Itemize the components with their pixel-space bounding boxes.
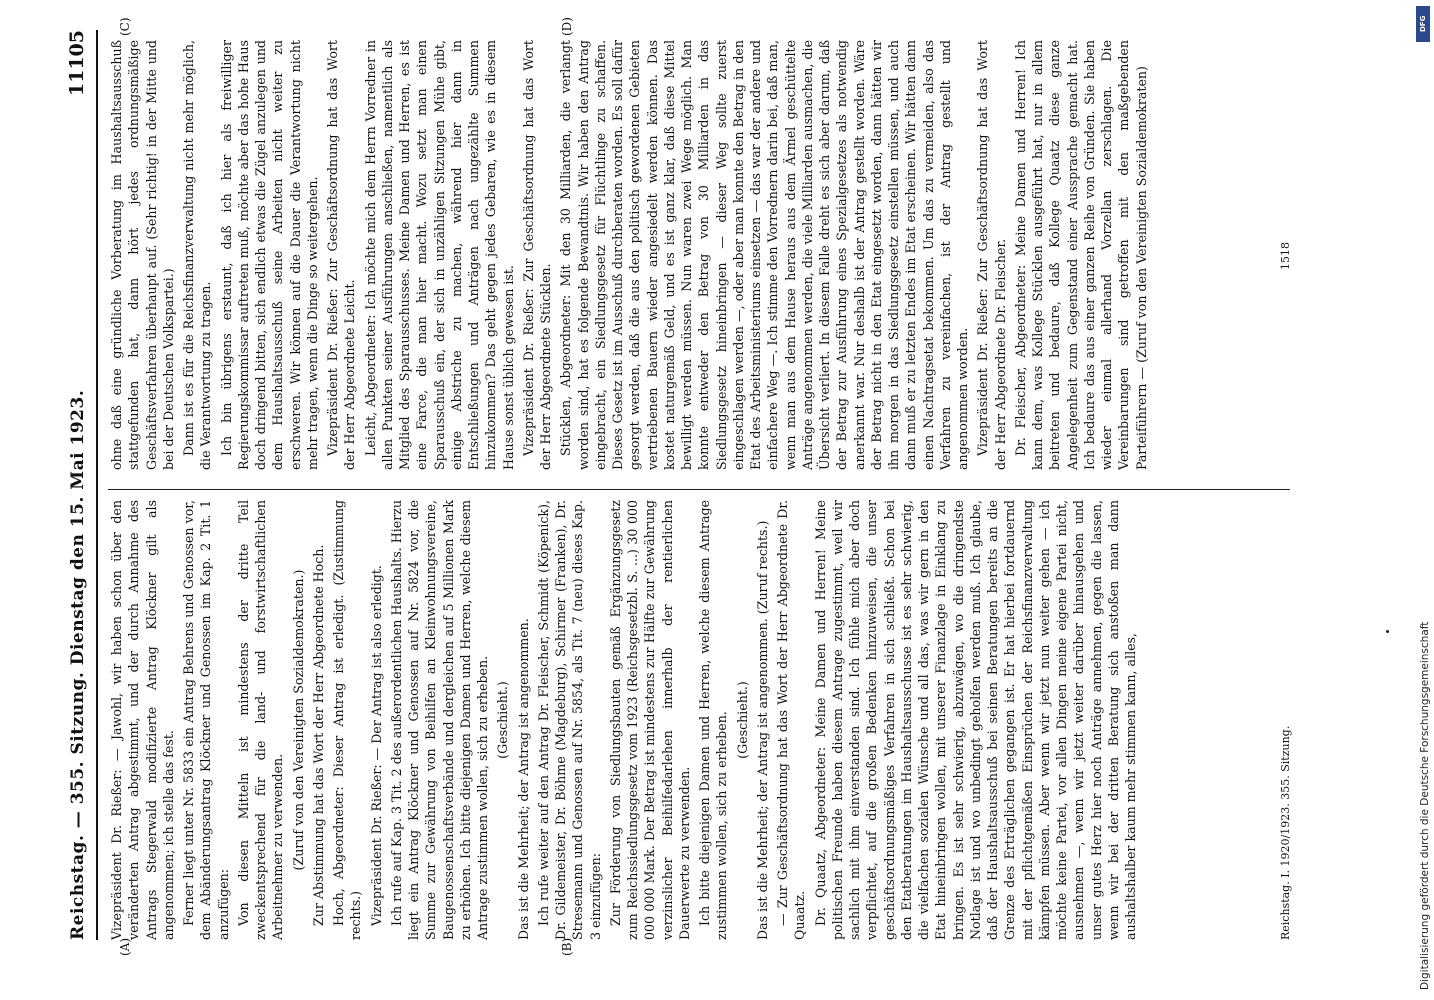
paragraph: Stücklen, Abgeordneter: Mit den 30 Milliarden, die verlangt worden sind, hat es folgende Bewandtnis. Wir haben den Antrag eingebracht, ein Siedlungsgesetz für Flüchtlinge zu schaffen. Dieses Gesetz ist im Ausschuß durchberaten worden. Es soll dafür gesorgt werden, daß die aus den politisch gewordenen Gebieten vertriebenen Bauern wieder angesiedelt werden können. Das kostet naturgemäß Geld, und es ist ganz klar, daß diese Mittel bewilligt werden müssen. Nun waren zwei Wege möglich. Man konnte entweder den Betrag von 30 Milliarden in das Siedlungsgesetz hineinbringen — dieser Weg sollte zuerst eingeschlagen werden —, oder aber man konnte den Betrag in den Etat des Arbeitsministeriums einsetzen — das war der andere und einfachere Weg —. Ich stimme den Vorrednern darin bei, daß man, wenn man aus dem Hause heraus aus dem Ärmel geschüttelte Anträge angenommen werden, die viele Milliarden ausmachen, die Übersicht verliert. In diesem Falle dreht es sich aber darum, daß der Betrag zur Ausführung eines Spezialgesetzes als notwendig anerkannt war. Nur deshalb ist der Antrag gestellt worden. Wäre der Betrag nicht in den Etat eingesetzt worden, dann hätten wir ihn morgen in das Siedlungsgesetz einstellen müssen, und auch dann muß er zu letzten Endes im Etat erscheinen. Wir hätten dann einen Nachtragsetat bekommen. Um das zu vermeiden, also das Verfahren zu vereinfachen, ist der Antrag gestellt und angenommen worden.	[558, 40, 970, 470]
paragraph: — Zur Geschäftsordnung hat das Wort der Herr Abgeordnete Dr. Quaatz.	[775, 500, 808, 940]
margin-mark-d: (D)	[560, 17, 574, 36]
rotated-page	[0, 17, 1390, 960]
paragraph: ohne daß eine gründliche Vorberatung im Haushaltsausschuß stattgefunden hat, dann hört jedes ordnungsmäßige Geschäftsverfahren überhaupt auf. (Sehr richtig! in der Mitte und bei der Deutschen Volkspartei.)	[109, 40, 176, 470]
right-column	[108, 40, 1153, 470]
paragraph: Vizepräsident Dr. Rießer: Zur Geschäftsordnung hat das Wort der Herr Abgeordnete Dr. Fleischer.	[975, 40, 1008, 470]
paragraph: Vizepräsident Dr. Rießer: Zur Geschäftsordnung hat das Wort der Herr Abgeordnete Stücklen.	[520, 40, 553, 470]
header-title: Reichstag. — 355. Sitzung. Dienstag den 15. Mai 1923.	[68, 389, 88, 940]
page-number: 11105	[66, 30, 88, 97]
paragraph: Vizepräsident Dr. Rießer: — Jawohl, wir haben schon über den veränderten Antrag abgestimmt, und der durch Annahme des Antrags Stegerwald modifizierte Antrag Klöckner gilt als angenommen; ich stelle das fest.	[109, 500, 176, 940]
paragraph: Ich rufe auf Kap. 3 Tit. 2 des außerordentlichen Haushalts. Hierzu liegt ein Antrag Klöckner und Genossen auf Nr. 5824 vor, die Summe zur Gewährung von Beihilfen an Kleinwohnungsvereine, Baugenossenschaftsverbände und dergleichen auf 5 Millionen Mark zu erhöhen. Ich bitte diejenigen Damen und Herren, welche diesem Antrage zustimmen wollen, sich zu erheben.	[388, 500, 490, 940]
left-column	[108, 500, 1142, 940]
paragraph: Dr. Quaatz, Abgeordneter: Meine Damen und Herren! Meine politischen Freunde haben diesem Antrage zugestimmt, weil wir sachlich mit ihm einverstanden sind. Ich fühle mich aber doch verpflichtet, auf die großen Bedenken hinzuweisen, die unser geschäftsordnungsmäßiges Verfahren in sich schließt. Schon bei den Etatberatungen im Haushaltsausschusse ist es sehr schwierig, die vielfachen sozialen Wünsche und all das, was wir gern in den Etat hineinbringen wollen, mit unserer Finanzlage in Einklang zu bringen. Es ist sehr schwierig, abzuwägen, wo die dringendste Notlage ist und wo unbedingt geholfen werden muß. Ich glaube, daß der Haushaltsausschuß bei seinen Beratungen bereits an die Grenze des Erträglichen gegangen ist. Er hat hierbei fortdauernd mit der pflichtgemäßen Einsprüchen der Reichsfinanzverwaltung kämpfen müssen. Aber wenn wir jetzt nun weiter gehen — ich möchte keine Partei, vor allen Dingen meine eigene Partei nicht, ausnehmen —, wenn wir jetzt weiter darüber hinausgehen und unser gutes Herz hier noch Anträge annehmen, gegen die lassen, wenn wir bei der dritten Beratung sich anstoßen man dann aushaltshalber kaum mehr stimmen kann, alles,	[812, 500, 1138, 940]
margin-mark-c: (C)	[118, 17, 132, 36]
interjection: (Geschieht.)	[495, 681, 511, 759]
interjection: (Geschieht.)	[734, 681, 750, 759]
paragraph: Dann ist es für die Reichsfinanzverwaltung nicht mehr möglich, die Verantwortung zu tragen.	[181, 40, 214, 470]
paragraph: Leicht, Abgeordneter: Ich möchte mich dem Herrn Vorredner in allen Punkten seiner Ausführungen anschließen, namentlich als Mitglied des Sparausschusses. Meine Damen und Herren, es ist eine Farce, die man hier macht. Wozu setzt man einen Sparausschuß ein, der sich in unzähligen Sitzungen Mühe gibt, einige Abstriche zu machen, während hier dann in Entschließungen und Anträgen nach ungezählte Summen hinzukommen? Das geht gegen jedes Gebaren, wie es in diesem Hause sonst üblich gewesen ist.	[362, 40, 516, 470]
paragraph: Ich bitte diejenigen Damen und Herren, welche diesem Antrage zustimmen wollen, sich zu erheben.	[697, 500, 730, 940]
paragraph: Zur Förderung von Siedlungsbauten gemäß Ergänzungsgesetz zum Reichssiedlungsgesetz vom 1923 (Reichsgesetzbl. S. ...) 30 000 000 000 Mark. Der Betrag ist mindestens zur Hälfte zur Gewährung verzinslicher Beihilfedarlehen innerhalb der rentierlichen Dauerwerte zu verwenden.	[607, 500, 692, 940]
paragraph: Hoch, Abgeordneter: Dieser Antrag ist erledigt. (Zustimmung rechts.)	[331, 500, 364, 940]
paragraph: Vizepräsident Dr. Rießer: — Der Antrag ist also erledigt.	[368, 565, 384, 926]
margin-mark-b: (B)	[560, 937, 574, 956]
paragraph: Ferner liegt unter Nr. 5833 ein Antrag Behrens und Genossen vor, dem Abänderungsantrag Klöckner und Genossen im Kap. 2 Tit. 1 anzufügen:	[181, 500, 231, 940]
margin-mark-a: (A)	[118, 937, 132, 956]
paragraph: Das ist die Mehrheit; der Antrag ist angenommen. (Zuruf rechts.)	[754, 520, 770, 940]
attribution-text: Digitalisierung gefördert durch die Deutsche Forschungsgemeinschaft	[1419, 621, 1431, 990]
dfg-logo: DFG	[1416, 6, 1430, 42]
paragraph: Ich rufe weiter auf den Antrag Dr. Fleischer, Schmidt (Köpenick), Dr. Gildemeister, Dr. Böhme (Magdeburg), Schirmer (Franken), Dr. Stresemann und Genossen auf Nr. 5854, als Tit. 7 (neu) dieses Kap. 3 einzufügen:	[535, 500, 603, 940]
footer-page-code: 1518	[1279, 242, 1292, 270]
side-attribution	[1406, 10, 1432, 990]
paragraph: Dr. Fleischer, Abgeordneter: Meine Damen und Herren! Ich kann dem, was Kollege Stücklen ausgeführt hat, nur in allem beitreten und bedaure, daß Kollege Quaatz diese ganze Angelegenheit zum Gegenstand einer Aussprache gemacht hat. Ich bedaure das aus einer ganzen Reihe von Gründen. Sie haben wieder einmal allerhand Vorzellan zerschlagen. Die Vereinbarungen sind getroffen mit den maßgebenden Parteiführern — (Zuruf von den Vereinigten Sozialdemokraten)	[1012, 40, 1149, 470]
paragraph: Das ist die Mehrheit; der Antrag ist angenommen.	[515, 618, 531, 940]
footer-left: Reichstag. I. 1920/1923. 355. Sitzung.	[1279, 725, 1292, 940]
page-header	[60, 30, 98, 940]
paragraph: Von diesen Mitteln ist mindestens der dritte Teil zweckentsprechend für die land- und forstwirtschaftlichen Arbeitnehmer zu verwenden.	[235, 500, 286, 940]
paragraph: Ich bin übrigens erstaunt, daß ich hier als freiwilliger Regierungskommissar auftreten muß, möchte aber das hohe Haus doch dringend bitten, sich endlich etwas die Zügel anzulegen und dem Haushaltsausschuß seine Arbeiten nicht weiter zu erschweren. Wir können auf die Dauer die Verantwortung nicht mehr tragen, wenn die Dinge so weitergehen.	[218, 40, 320, 470]
scan-speck	[1386, 630, 1389, 633]
paragraph: Zur Abstimmung hat das Wort der Herr Abgeordnete Hoch.	[310, 544, 326, 926]
column-divider	[108, 489, 1290, 490]
paragraph: Vizepräsident Dr. Rießer: Zur Geschäftsordnung hat das Wort der Herr Abgeordnete Leicht.	[325, 40, 358, 470]
interjection: (Zuruf von den Vereinigten Sozialdemokraten.)	[290, 569, 306, 871]
